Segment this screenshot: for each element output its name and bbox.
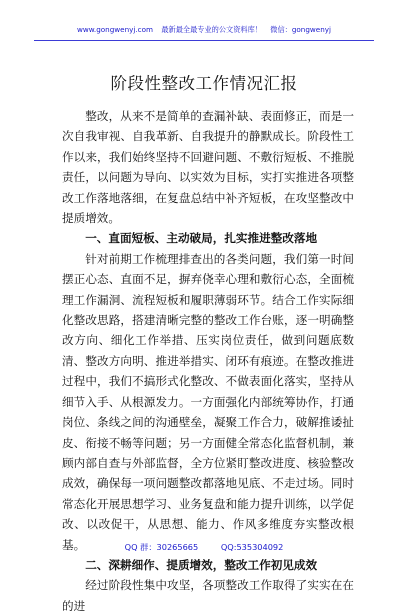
page-header xyxy=(34,22,374,41)
document-body xyxy=(62,106,354,616)
footer-qq-group: QQ 群：30265665 xyxy=(124,542,199,552)
page-footer xyxy=(0,542,408,553)
header-wechat: 微信：gongwenyj xyxy=(270,25,332,34)
intro-paragraph: 整改，从来不是简单的查漏补缺、表面修正，而是一次自我审视、自我革新、自我提升的静默成长。阶段性工作以来，我们始终坚持不回避问题、不敷衍短板、不推脱责任，以问题为导向、以实效为目标，实打实推进各项整改工作落地落细，在复盘总结中补齐短板，在攻坚整改中提质增效。 xyxy=(62,109,354,226)
section-2-heading: 二、深耕细作、提质增效，整改工作初见成效 xyxy=(85,557,318,572)
header-website: www.gongwenyj.com xyxy=(76,25,154,34)
footer-qq: QQ:535304092 xyxy=(220,542,284,552)
header-slogan: 最新最全最专业的公文资料库！ xyxy=(161,25,262,34)
section-1-paragraph: 针对前期工作梳理排查出的各类问题，我们第一时间摆正心态、直面不足，摒弃侥幸心理和敷衍心态，全面梳理工作漏洞、流程短板和履职薄弱环节。结合工作实际细化整改思路，搭建清晰完整的整改工作台账，逐一明确整改方向、细化工作举措、压实岗位责任，做到问题底数清、整改方向明、推进举措实、闭环有痕迹。在整改推进过程中，我们不搞形式化整改、不做表面化落实，坚持从细节入手、从根源发力。一方面强化内部统筹协作，打通岗位、条线之间的沟通壁垒，凝聚工作合力，破解推诿扯皮、衔接不畅等问题；另一方面健全常态化监督机制，兼顾内部自查与外部监督，全方位紧盯整改进度、核验整改成效，确保每一项问题整改都落地见底、不走过场。同时常态化开展思想学习、业务复盘和能力提升训练，以学促改、以改促干，从思想、能力、作风多维度夯实整改根基。 xyxy=(62,251,354,552)
document-title: 阶段性整改工作情况汇报 xyxy=(110,74,298,93)
section-1-heading: 一、直面短板、主动破局，扎实推进整改落地 xyxy=(85,231,318,246)
section-2-paragraph: 经过阶段性集中攻坚，各项整改工作取得了实实在在的进 xyxy=(62,578,354,613)
